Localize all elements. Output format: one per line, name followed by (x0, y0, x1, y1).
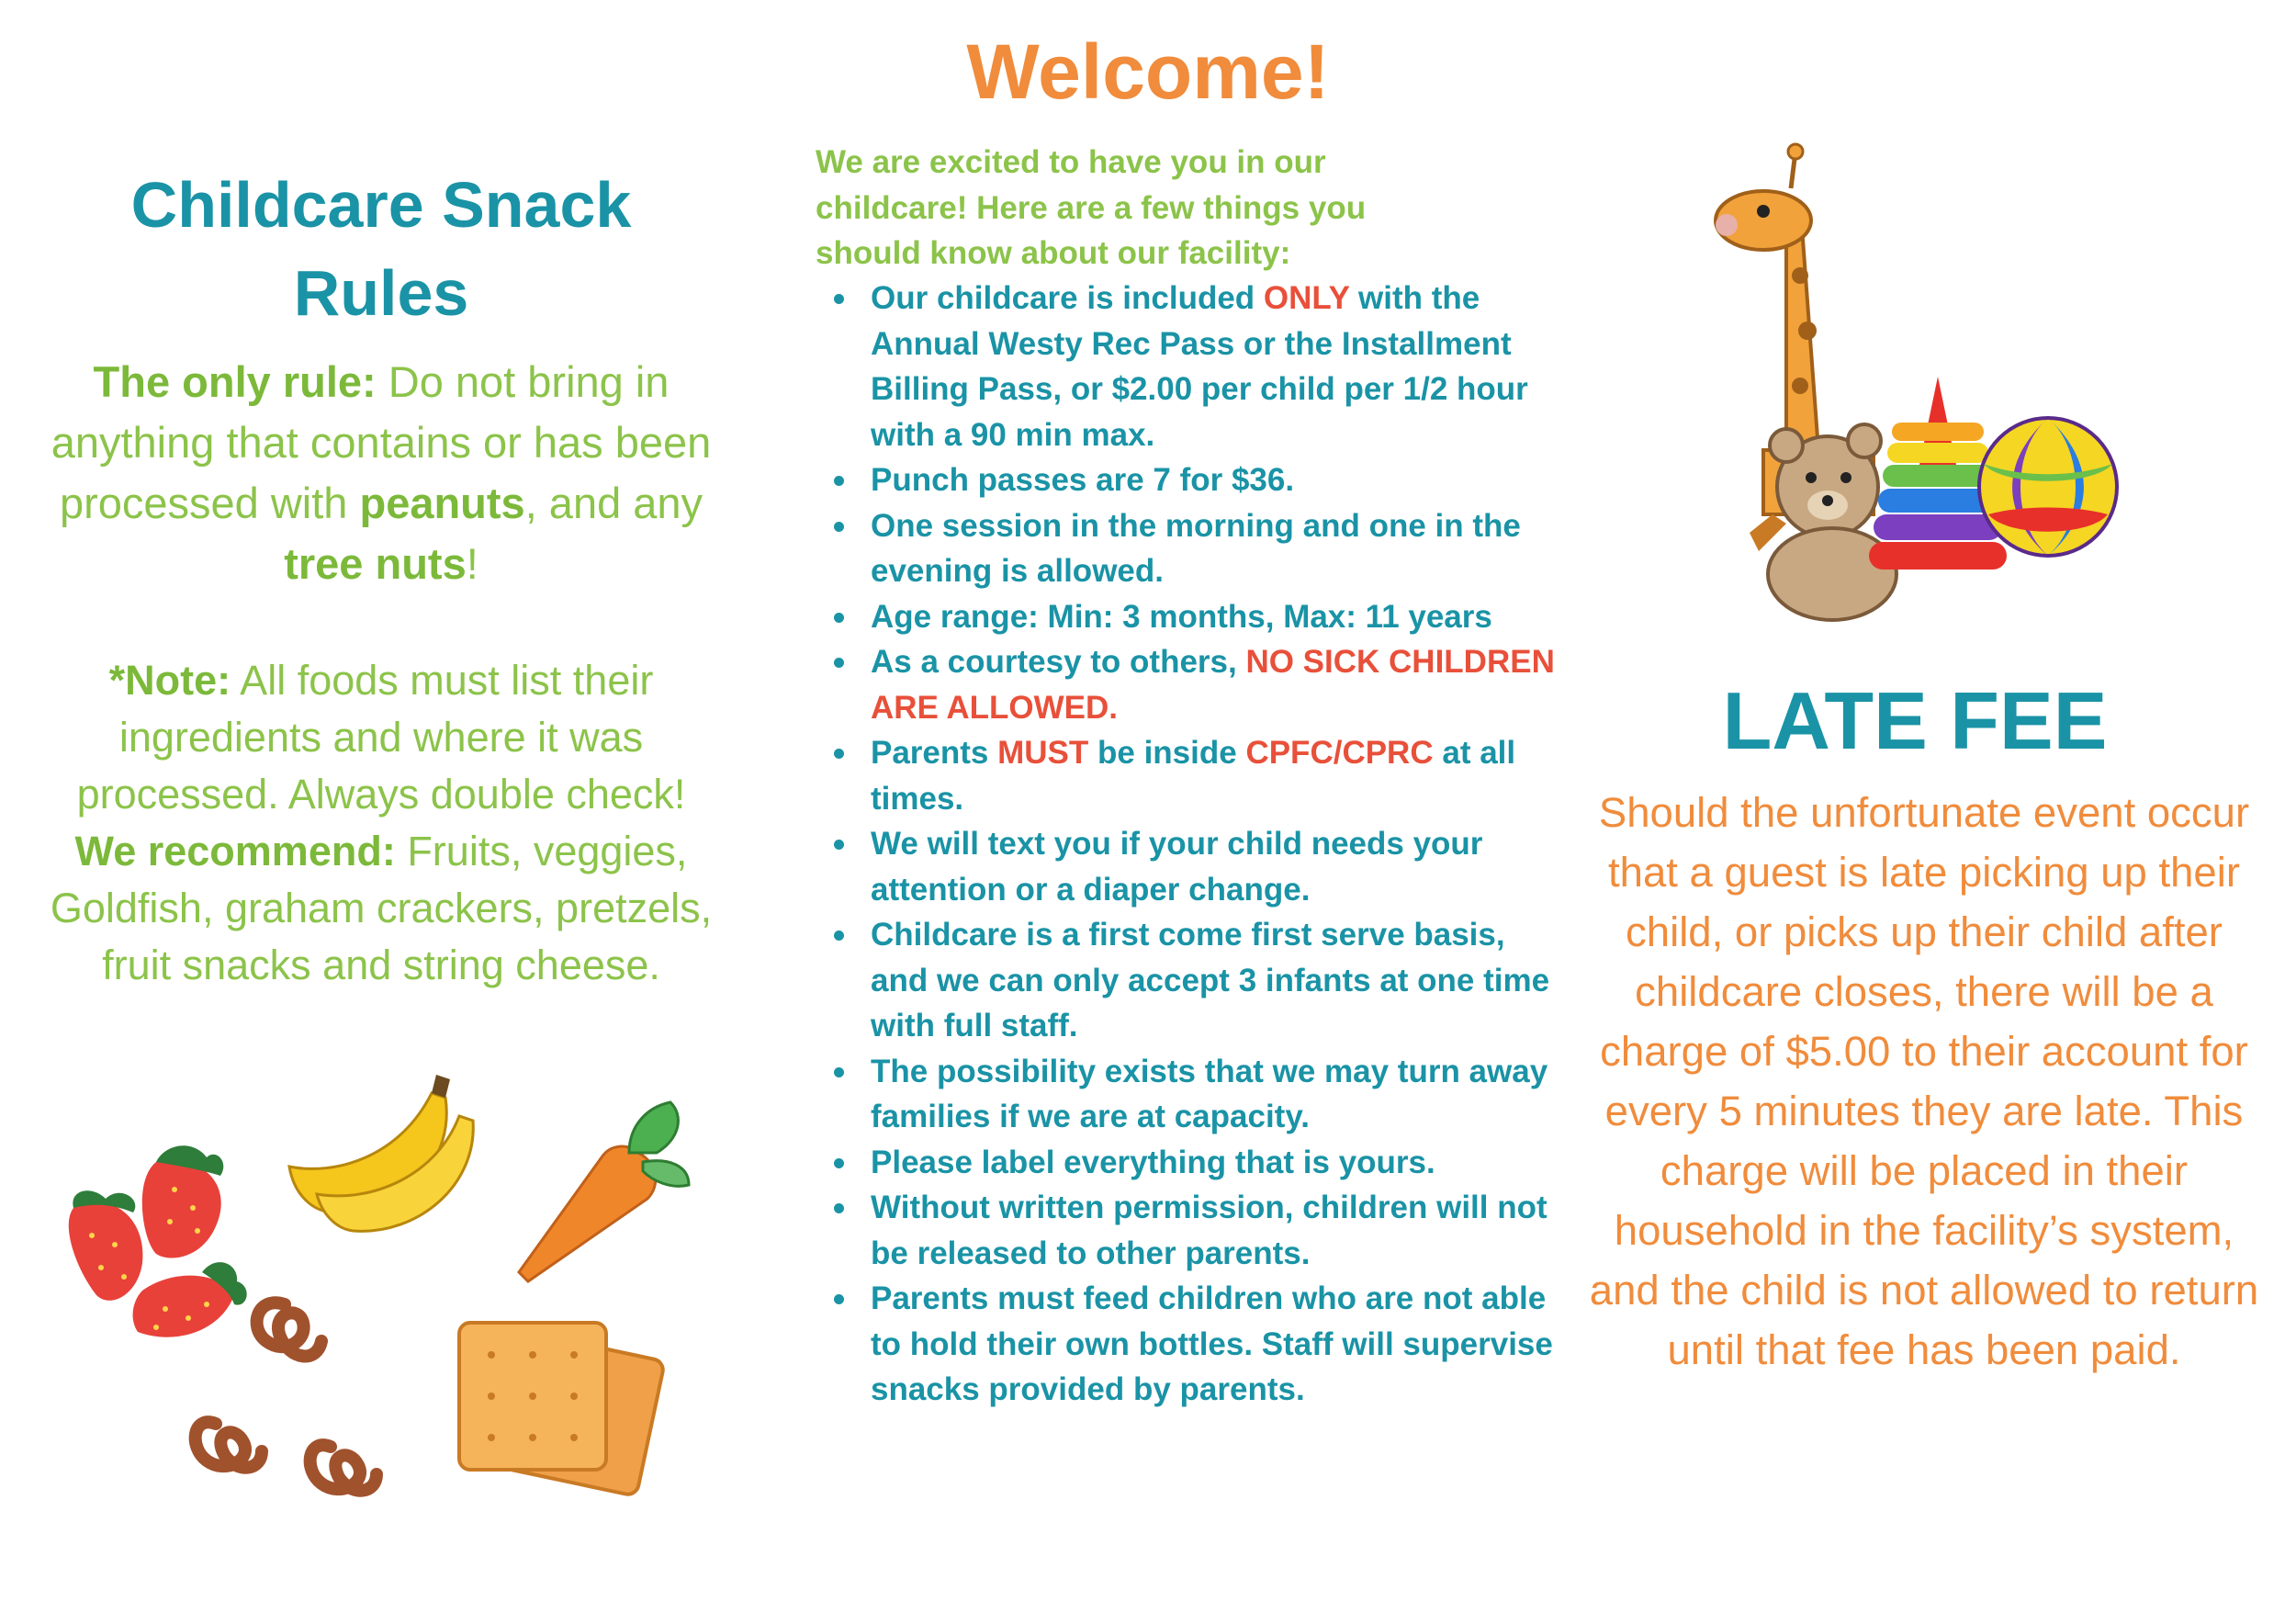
note-text: All foods must list their ingredients and where it was processed. Always double check! (76, 657, 686, 818)
strawberry-icon (142, 1145, 224, 1257)
strawberry-icon (69, 1190, 143, 1301)
list-item: Parents must feed children who are not able to hold their own bottles. Staff will supervise snacks provided by parents. (871, 1276, 1569, 1413)
list-item: Without written permission, children will not be released to other parents. (871, 1185, 1569, 1276)
list-item: One session in the morning and one in the evening is allowed. (871, 503, 1569, 594)
carrot-icon (519, 1102, 689, 1281)
rule-text-3: ! (466, 539, 478, 588)
banana-illustration (280, 1075, 501, 1240)
snack-note-paragraph (28, 652, 735, 994)
recommend-text: Fruits, veggies, Goldfish, graham crackers, pretzels, fruit snacks and string cheese. (50, 828, 713, 988)
list-item: We will text you if your child needs your attention or a diaper change. (871, 821, 1569, 912)
list-item: Punch passes are 7 for $36. (871, 457, 1569, 503)
welcome-title: Welcome! (966, 28, 1330, 115)
list-item: As a courtesy to others, NO SICK CHILDREN ARE ALLOWED. (871, 639, 1569, 730)
list-item: Our childcare is included ONLY with the Annual Westy Rec Pass or the Installment Billing Pass, or $2.00 per child per 1/2 hour with a 90 min max. (871, 276, 1569, 457)
toys-illustration (1708, 147, 2122, 615)
graham-crackers-illustration (450, 1309, 680, 1520)
late-fee-text: Should the unfortunate event occur that a guest is late picking up their child, or picks up their child after childcare closes, there will be a charge of $5.00 to their account for every 5 minutes they are late. This charge will be placed in their household in the facility’s system, and the child is not allowed to return until that fee has been paid. (1589, 789, 2259, 1373)
list-item: The possibility exists that we may turn away families if we are at capacity. (871, 1049, 1569, 1140)
banana-icon (289, 1075, 473, 1231)
carrot-illustration (510, 1098, 693, 1291)
list-item: Age range: Min: 3 months, Max: 11 years (871, 594, 1569, 640)
pretzels-illustration (193, 1286, 432, 1525)
peanuts-text: peanuts (359, 479, 525, 527)
note-label: *Note: (108, 657, 231, 704)
tree-nuts-text: tree nuts (284, 539, 467, 588)
cracker-icon (459, 1323, 665, 1496)
facility-rules-list (816, 276, 1569, 1413)
list-item: Please label everything that is yours. (871, 1140, 1569, 1186)
snack-rule-paragraph (28, 352, 735, 594)
rule-text-1: Do not bring in anything that contains or has been processed with (51, 357, 712, 527)
late-fee-title: LATE FEE (1722, 675, 2108, 766)
welcome-intro: We are excited to have you in our childcare! Here are a few things you should know about our facility: (816, 144, 1367, 271)
pretzel-icon (196, 1303, 377, 1491)
rule-label: The only rule: (93, 357, 377, 406)
list-item: Childcare is a first come first serve basis, and we can only accept 3 infants at one time with full staff. (871, 912, 1569, 1049)
recommend-label: We recommend: (74, 828, 396, 874)
beach-ball-icon (1979, 418, 2117, 556)
list-item: Parents MUST be inside CPFC/CPRC at all times. (871, 730, 1569, 821)
rule-text-2: , and any (524, 479, 703, 527)
snack-rules-title: Childcare Snack Rules (130, 169, 632, 329)
